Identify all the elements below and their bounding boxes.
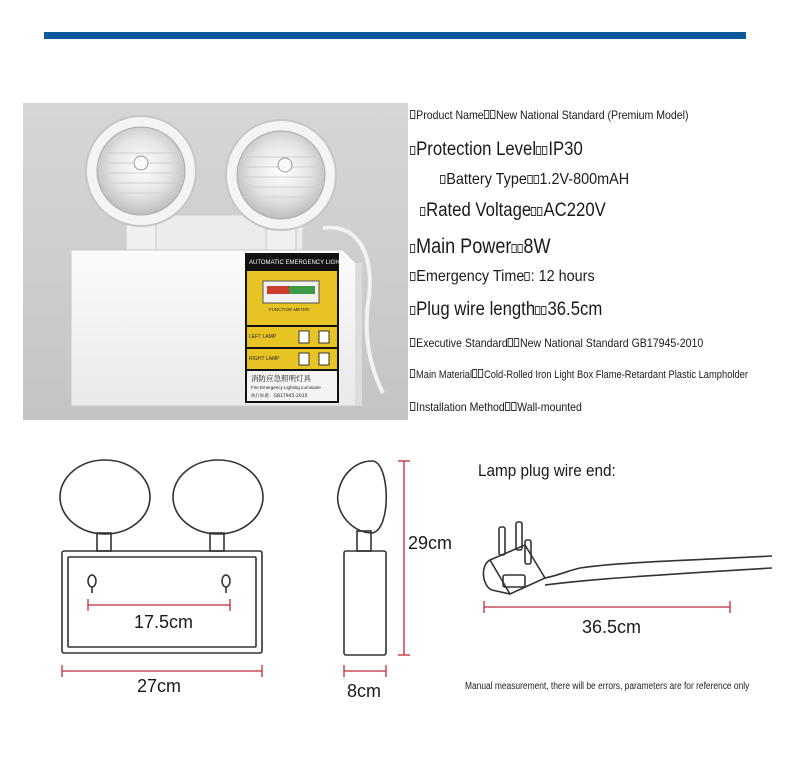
front-box — [62, 551, 262, 653]
spec-installation-method: Installation Method Wall-mounted — [410, 400, 582, 414]
front-lamp-left — [60, 460, 150, 534]
dim-wire-length: 36.5cm — [582, 617, 642, 637]
dim-width: 27cm — [137, 676, 182, 696]
plug-heading: Lamp plug wire end: — [478, 461, 616, 480]
svg-text:FUNCTION METER: FUNCTION METER — [269, 307, 310, 312]
dim-hole-spacing: 17.5cm — [134, 612, 194, 632]
spec-main-power: Main Power 8W — [410, 235, 551, 259]
spec-product-name: Product Name New National Standard (Premium Model) — [410, 108, 688, 122]
side-box — [344, 551, 386, 655]
spec-rated-voltage: Rated Voltage AC220V — [420, 200, 606, 222]
plug-icon — [483, 522, 772, 594]
svg-text:RIGHT LAMP: RIGHT LAMP — [249, 356, 280, 362]
svg-text:AUTOMATIC EMERGENCY LIGHT: AUTOMATIC EMERGENCY LIGHT — [249, 260, 344, 266]
svg-text:Fire Emergency Lighting Lumina: Fire Emergency Lighting Luminaire — [251, 385, 321, 390]
measurement-note: Manual measurement, there will be errors, parameters are for reference only — [465, 681, 750, 692]
side-lamp — [338, 461, 387, 533]
spec-protection-level: Protection Level IP30 — [410, 139, 583, 161]
svg-text:消防应急照明灯具: 消防应急照明灯具 — [251, 374, 311, 383]
spec-emergency-time: Emergency Time : 12 hours — [410, 268, 595, 286]
dimension-lines — [62, 461, 730, 677]
spec-plug-wire-length: Plug wire length 36.5cm — [410, 299, 602, 321]
dim-height: 29cm — [408, 533, 453, 553]
svg-text:LEFT LAMP: LEFT LAMP — [249, 334, 277, 340]
spec-main-material: Main Material Cold-Rolled Iron Light Box Flame-Retardant Plastic Lampholder — [410, 369, 748, 381]
front-lamp-right — [173, 460, 263, 534]
spec-executive-standard: Executive Standard New National Standard GB17945-2010 — [410, 336, 703, 350]
dim-depth: 8cm — [347, 681, 382, 701]
spec-battery-type: Battery Type 1.2V-800mAH — [440, 171, 629, 189]
svg-text:执行标准：GB17945-2010: 执行标准：GB17945-2010 — [251, 394, 308, 399]
